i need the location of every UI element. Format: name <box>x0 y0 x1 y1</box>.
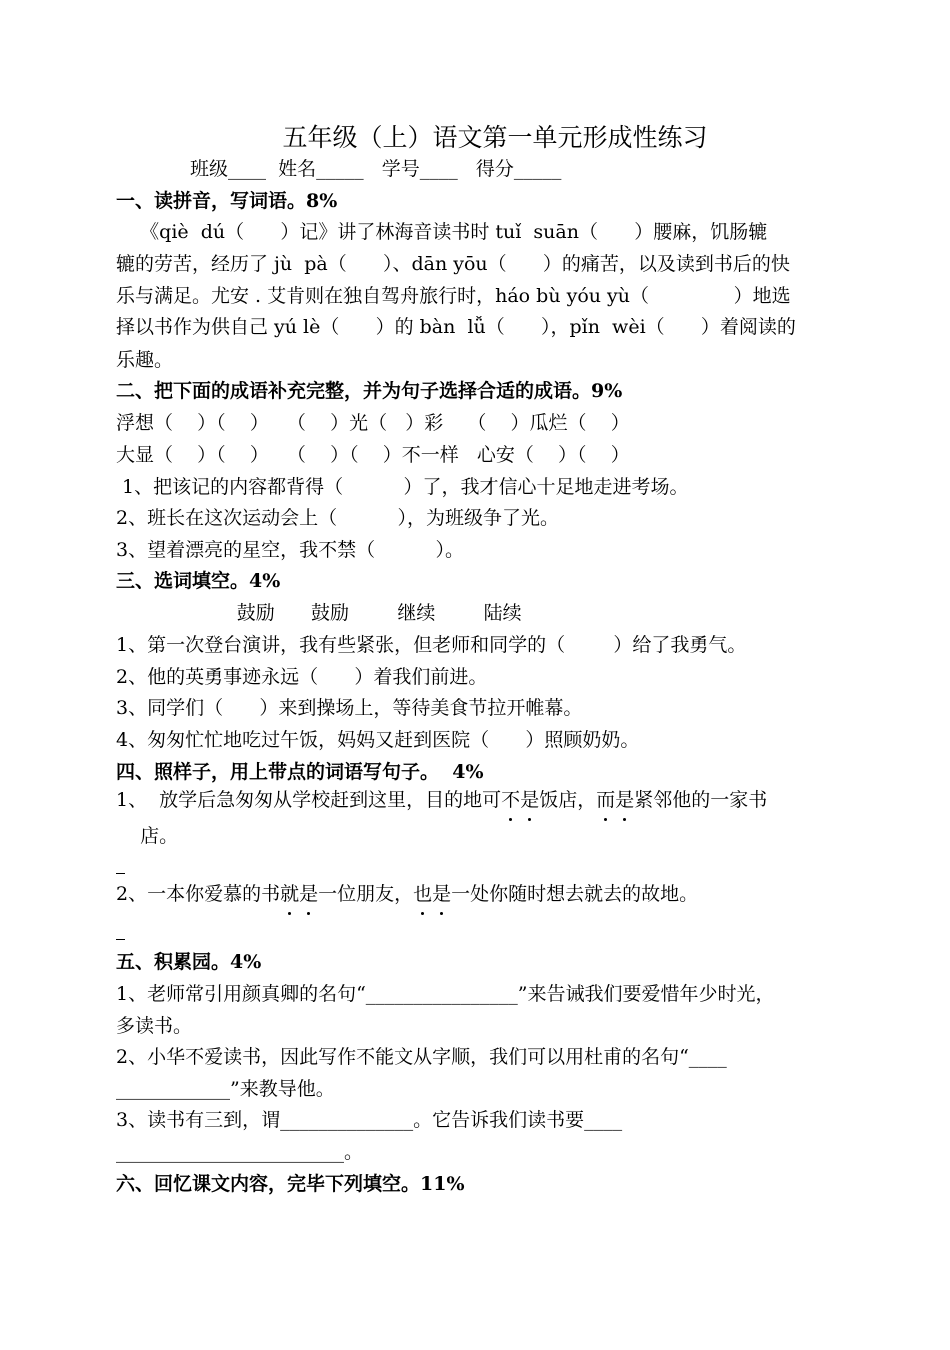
section-2-idiom-line-2: 大显（ ）（ ） （ ）（ ）不一样 心安（ ）（ ） <box>116 444 630 466</box>
section-6-heading: 六、回忆课文内容，完毕下列填空。11% <box>116 1173 465 1195</box>
dotted-char: 是 <box>520 789 540 811</box>
section-1-heading: 一、读拼音，写词语。8% <box>116 190 338 212</box>
section-1-line-3: 乐与满足。尤安 . 艾肯则在独自驾舟旅行时，háo bù yóu yù（ ）地选 <box>116 285 791 307</box>
section-5-item-3-cont: ________________________。 <box>116 1141 364 1163</box>
answer-line-mark <box>116 939 125 940</box>
example-2-text-a: 2、一本你爱慕的书 <box>116 883 281 905</box>
section-1-line-5: 乐趣。 <box>116 349 174 371</box>
dotted-char: 也 <box>413 883 433 905</box>
section-3-sentence-1: 1、第一次登台演讲，我有些紧张，但老师和同学的（ ）给了我勇气。 <box>116 634 747 656</box>
dotted-char: 是 <box>432 883 452 905</box>
dotted-char: 而 <box>596 789 616 811</box>
section-2-sentence-3: 3、望着漂亮的星空，我不禁（ ）。 <box>116 539 464 561</box>
example-1-text-a: 1、 放学后急匆匆从学校赶到这里，目的地可 <box>116 789 502 811</box>
section-4-example-1-cont: 店。 <box>116 825 179 847</box>
dotted-char: 是 <box>299 883 319 905</box>
example-1-text-b: 饭店， <box>539 789 597 811</box>
section-3-heading: 三、选词填空。4% <box>116 570 281 592</box>
section-5-heading: 五、积累园。4% <box>116 951 262 973</box>
section-1-line-4: 择以书作为供自己 yú lè（ ）的 bàn lǚ（ ），pǐn wèi（ ）着阅读的 <box>116 316 796 338</box>
section-4-example-1 <box>116 788 767 812</box>
section-5-item-3: 3、读书有三到，谓______________。它告诉我们读书要____ <box>116 1109 623 1131</box>
example-2-text-b: 一位朋友， <box>318 883 414 905</box>
section-2-sentence-1: 1、把该记的内容都背得（ ）了，我才信心十足地走进考场。 <box>116 476 689 498</box>
student-info-line: 班级____ 姓名_____ 学号____ 得分_____ <box>190 158 562 180</box>
section-3-sentence-3: 3、同学们（ ）来到操场上，等待美食节拉开帷幕。 <box>116 697 583 719</box>
dotted-char: 不 <box>501 789 521 811</box>
section-3-sentence-4: 4、匆匆忙忙地吃过午饭，妈妈又赶到医院（ ）照顾奶奶。 <box>116 729 640 751</box>
answer-line-mark <box>116 873 125 874</box>
section-5-item-1-cont: 多读书。 <box>116 1015 193 1037</box>
section-5-item-2: 2、小华不爱读书，因此写作不能文从字顺，我们可以用杜甫的名句“____ <box>116 1046 727 1068</box>
section-5-item-1: 1、老师常引用颜真卿的名句“________________”来告诫我们要爱惜年少时光， <box>116 983 775 1005</box>
section-3-word-bank: 鼓励 鼓励 继续 陆续 <box>116 602 522 624</box>
example-2-text-c: 一处你随时想去就去的故地。 <box>451 883 699 905</box>
section-2-heading: 二、把下面的成语补充完整，并为句子选择合适的成语。9% <box>116 380 623 402</box>
section-1-line-1: 《qiè dú（ ）记》讲了林海音读书时 tuǐ suān（ ）腰麻，饥肠辘 <box>116 221 768 243</box>
section-1-line-2: 辘的劳苦，经历了 jù pà（ ）、dān yōu（ ）的痛苦，以及读到书后的快 <box>116 253 790 275</box>
section-4-heading: 四、照样子，用上带点的词语写句子。 4% <box>116 761 484 783</box>
dotted-char: 是 <box>615 789 635 811</box>
section-3-sentence-2: 2、他的英勇事迹永远（ ）着我们前进。 <box>116 666 488 688</box>
section-4-example-2 <box>116 882 698 906</box>
example-1-text-c: 紧邻他的一家书 <box>634 789 768 811</box>
section-2-idiom-line-1: 浮想（ ）（ ） （ ）光（ ）彩 （ ）瓜烂（ ） <box>116 412 630 434</box>
page-title: 五年级（上）语文第一单元形成性练习 <box>282 123 708 152</box>
dotted-char: 就 <box>280 883 300 905</box>
section-5-item-2-cont: ____________”来教导他。 <box>116 1078 335 1100</box>
section-2-sentence-2: 2、班长在这次运动会上（ ），为班级争了光。 <box>116 507 559 529</box>
